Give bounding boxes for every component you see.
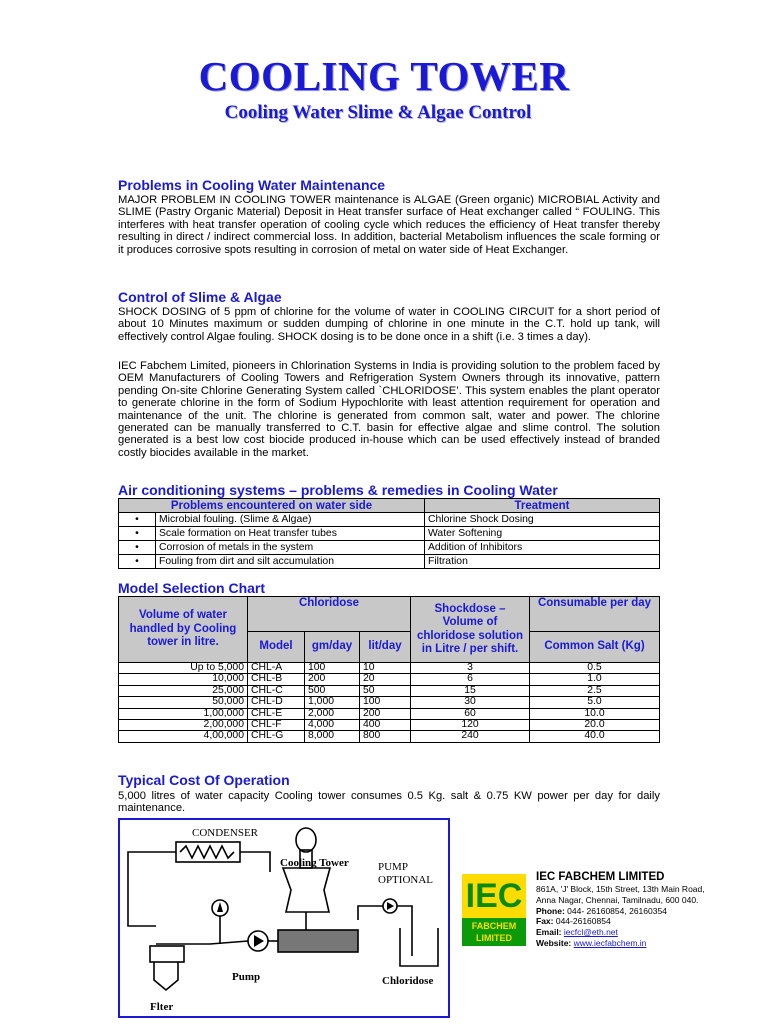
condenser-label: CONDENSER — [192, 827, 259, 839]
company-info — [536, 870, 705, 949]
volume-cell: 2,00,000 — [119, 720, 248, 731]
company-address-1: 861A, 'J' Block, 15th Street, 13th Main Road, — [536, 884, 705, 894]
logo-fabchem-text — [462, 918, 526, 946]
volume-cell: 50,000 — [119, 697, 248, 708]
logo-iec-text: IEC — [462, 874, 526, 918]
model-heading: Model Selection Chart — [118, 580, 266, 596]
lit-cell: 20 — [360, 674, 411, 685]
email-link[interactable]: iecfcl@eth.net — [563, 927, 618, 938]
volume-cell: 4,00,000 — [119, 731, 248, 742]
page-subtitle: Cooling Water Slime & Algae Control — [224, 102, 532, 123]
model-cell: CHL-B — [248, 674, 305, 685]
lit-cell: 10 — [360, 663, 411, 674]
pump-arrow — [254, 935, 264, 947]
problems-text: MAJOR PROBLEM IN COOLING TOWER maintenance is ALGAE (Green organic) MICROBIAL Activity and SLIME (Pastry Organic Material) Deposit in Heat transfer surface of Heat exchanger called “ FOULING. This interferes with heat transfer operation of cooling cycle which reduces the efficiency of Heat transfer thereby resulting in direct / indirect commercial loss. In addition, bacterial Metabolism influences the scale forming or it produces corrosive spots resulting in corrosion of metal on water side of Heat Exchanger. — [118, 194, 660, 256]
phone-label: Phone: — [536, 905, 565, 916]
left-pipe — [128, 852, 176, 926]
bullet: • — [119, 527, 156, 541]
lit-cell: 200 — [360, 708, 411, 719]
chloridose-header: Chloridose — [248, 597, 411, 632]
fan-shape — [296, 828, 316, 852]
salt-cell: 1.0 — [530, 674, 660, 685]
table-row — [119, 720, 660, 731]
volume-cell: 25,000 — [119, 685, 248, 696]
chloridose-tank — [400, 928, 438, 966]
company-address-2: Anna Nagar, Chennai, Tamilnadu, 600 040. — [536, 894, 699, 905]
condenser-to-tower-pipe — [240, 852, 270, 872]
table-row — [119, 685, 660, 696]
bullet: • — [119, 555, 156, 569]
treatment-cell: Filtration — [425, 555, 660, 569]
volume-cell: Up to 5,000 — [119, 663, 248, 674]
email-label: Email: — [536, 927, 562, 938]
salt-cell: 0.5 — [530, 663, 660, 674]
lit-col-header: lit/day — [360, 632, 411, 663]
model-selection-table — [118, 596, 660, 743]
salt-cell: 5.0 — [530, 697, 660, 708]
model-cell: CHL-F — [248, 720, 305, 731]
salt-col-header: Common Salt (Kg) — [530, 632, 660, 663]
table-row — [119, 697, 660, 708]
lit-cell: 50 — [360, 685, 411, 696]
model-cell: CHL-D — [248, 697, 305, 708]
gm-cell: 500 — [305, 685, 360, 696]
air-heading: Air conditioning systems – problems & remedies in Cooling Water — [118, 482, 558, 498]
table-row — [119, 513, 660, 527]
cooling-tower-label: Cooling Tower — [280, 857, 349, 869]
gm-cell: 1,000 — [305, 697, 360, 708]
iec-logo — [462, 874, 526, 946]
consumable-header: Consumable per day — [530, 597, 660, 632]
shockdose-header: Shockdose – Volume of chloridose solution in Litre / per shift. — [411, 597, 530, 663]
lit-cell: 400 — [360, 720, 411, 731]
model-cell: CHL-E — [248, 708, 305, 719]
table-row — [119, 731, 660, 742]
gm-cell: 4,000 — [305, 720, 360, 731]
problems-heading: Problems in Cooling Water Maintenance — [118, 177, 386, 193]
gm-cell: 2,000 — [305, 708, 360, 719]
pump-inlet — [210, 941, 248, 944]
col-problem-header: Problems encountered on water side — [119, 499, 425, 513]
shock-cell: 60 — [411, 708, 530, 719]
pump-label: Pump — [232, 971, 261, 983]
problem-cell: Fouling from dirt and silt accumulation — [156, 555, 425, 569]
page-title: COOLING TOWER — [198, 53, 570, 99]
phone-value: 044- 26160854, 26160354 — [564, 905, 667, 916]
shock-cell: 6 — [411, 674, 530, 685]
salt-cell: 40.0 — [530, 731, 660, 742]
col-treatment-header: Treatment — [425, 499, 660, 513]
gm-cell: 100 — [305, 663, 360, 674]
control-text-1: SHOCK DOSING of 5 ppm of chlorine for the volume of water in COOLING CIRCUIT for a short period of about 10 Minutes maximum or sudden dumping of chlorine in one minute in the C.T. hold up tank, will effectively control Algae fouling. SHOCK dosing is to be done once in a shift (i.e. 3 times a day). — [118, 306, 660, 343]
problem-cell: Scale formation on Heat transfer tubes — [156, 527, 425, 541]
volume-cell: 10,000 — [119, 674, 248, 685]
lit-cell: 100 — [360, 697, 411, 708]
website-link[interactable]: www.iecfabchem.in — [573, 937, 647, 948]
shock-cell: 240 — [411, 731, 530, 742]
problem-cell: Corrosion of metals in the system — [156, 541, 425, 555]
optional-pump-pipe — [358, 906, 383, 920]
table-row — [119, 555, 660, 569]
cooling-tower-shape — [283, 868, 330, 912]
optional-pump-arrow — [387, 902, 394, 910]
model-cell: CHL-C — [248, 685, 305, 696]
treatment-cell: Addition of Inhibitors — [425, 541, 660, 555]
volume-header: Volume of water handled by Cooling tower in litre. — [119, 597, 248, 663]
logo-limited: LIMITED — [476, 933, 512, 943]
table-row — [119, 674, 660, 685]
shock-cell: 3 — [411, 663, 530, 674]
gm-col-header: gm/day — [305, 632, 360, 663]
salt-cell: 2.5 — [530, 685, 660, 696]
website-label: Website: — [536, 937, 572, 948]
volume-cell: 1,00,000 — [119, 708, 248, 719]
problem-cell: Microbial fouling. (Slime & Algae) — [156, 513, 425, 527]
treatment-cell: Chlorine Shock Dosing — [425, 513, 660, 527]
control-heading: Control of Slime & Algae — [118, 289, 282, 305]
salt-cell: 10.0 — [530, 708, 660, 719]
cost-text: 5,000 litres of water capacity Cooling tower consumes 0.5 Kg. salt & 0.75 KW power per day for daily maintenance. — [118, 790, 660, 815]
treatment-cell: Water Softening — [425, 527, 660, 541]
lit-cell: 800 — [360, 731, 411, 742]
shock-cell: 30 — [411, 697, 530, 708]
diagram-svg — [120, 820, 448, 1016]
shock-cell: 15 — [411, 685, 530, 696]
pump-optional-label-2: OPTIONAL — [378, 874, 433, 886]
pump-optional-label-1: PUMP — [378, 861, 408, 873]
condenser-box — [176, 842, 240, 862]
bullet: • — [119, 513, 156, 527]
control-text-2: IEC Fabchem Limited, pioneers in Chlorination Systems in India is providing solution to the problem faced by OEM Manufacturers of Cooling Towers and Refrigeration System Owners through its innovative, pattern pending On-site Chlorine Generating System called `CHLORIDOSE’. This system enables the plant operator to generate chlorine in the form of Sodium Hypochlorite with least attention requirement for operation and maintenance of the unit. The chlorine is generated from common salt, water and power. The chlorine generated can be manually transferred to C.T. basin for effective algae and slime control. The solution generated is a best low cost biocide produced in-house which can be used effectively instead of branded costly biocides available in the market. — [118, 360, 660, 459]
company-name: IEC FABCHEM LIMITED — [536, 871, 665, 883]
table-row — [119, 527, 660, 541]
gm-cell: 200 — [305, 674, 360, 685]
cost-heading: Typical Cost Of Operation — [118, 772, 290, 788]
model-cell: CHL-A — [248, 663, 305, 674]
logo-fabchem: FABCHEM — [471, 921, 517, 931]
shock-cell: 120 — [411, 720, 530, 731]
chloridose-label: Chloridose — [382, 975, 434, 987]
fax-value: 044-26160854 — [553, 916, 611, 927]
filter-label: Flter — [150, 1001, 174, 1013]
filter-body — [154, 962, 178, 990]
table-row — [119, 708, 660, 719]
filter-box — [150, 946, 184, 962]
salt-cell: 20.0 — [530, 720, 660, 731]
bullet: • — [119, 541, 156, 555]
small-pump-arrow — [217, 902, 223, 912]
basin-tank — [278, 930, 358, 952]
cooling-circuit-diagram — [118, 818, 450, 1018]
fax-label: Fax: — [536, 916, 554, 927]
problems-remedies-table — [118, 498, 660, 569]
table-row — [119, 541, 660, 555]
table-row — [119, 663, 660, 674]
gm-cell: 8,000 — [305, 731, 360, 742]
model-cell: CHL-G — [248, 731, 305, 742]
condenser-coil — [180, 846, 234, 858]
model-col-header: Model — [248, 632, 305, 663]
